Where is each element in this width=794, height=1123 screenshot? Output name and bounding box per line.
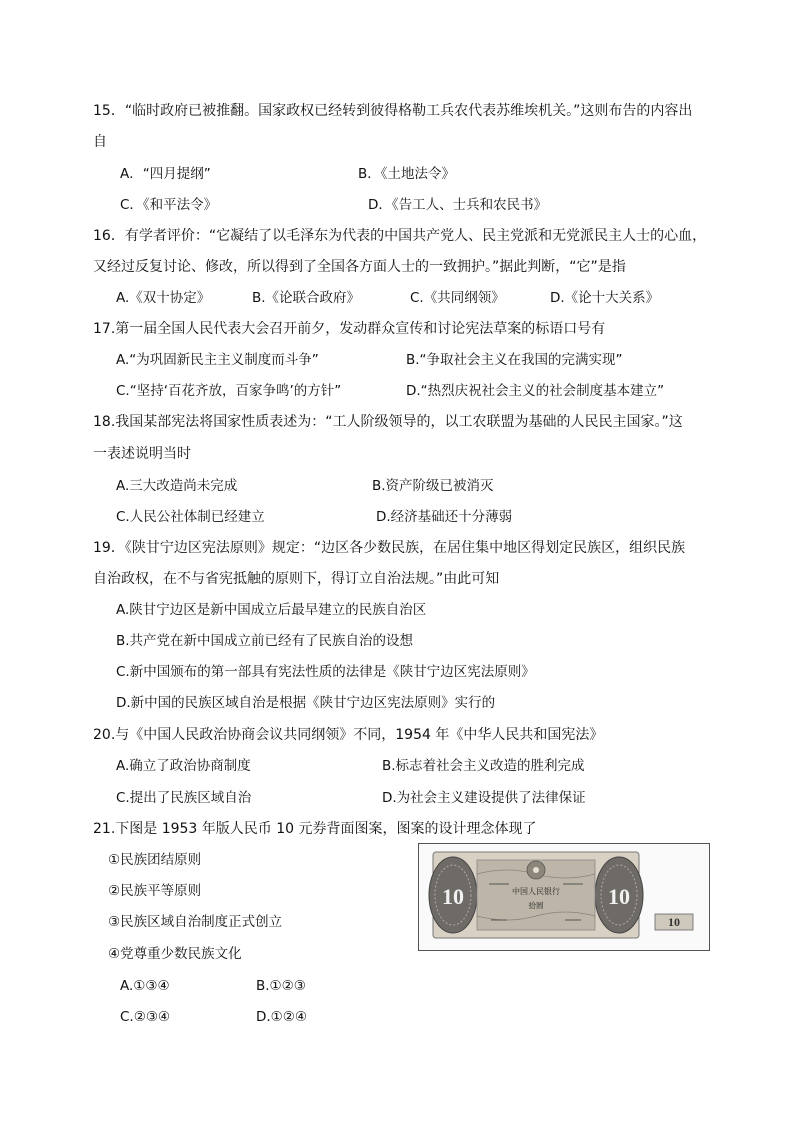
q19-stem-line2: 自治政权，在不与省宪抵触的原则下，得订立自治法规。”由此可知	[93, 571, 500, 587]
q21-item-4: ④党尊重少数民族文化	[108, 946, 242, 962]
q20-option-a: A.确立了政治协商制度	[116, 758, 251, 774]
q19-option-b: B.共产党在新中国成立前已经有了民族自治的设想	[116, 633, 414, 649]
banknote-left-denomination: 10	[442, 884, 464, 909]
q20-stem-line1: 20.与《中国人民政治协商会议共同纲领》不同，1954 年《中华人民共和国宪法》	[93, 727, 604, 743]
q17-option-b: B.“争取社会主义在我国的完满实现”	[406, 352, 623, 368]
q17-option-c: C.“坚持‘百花齐放，百家争鸣’的方针”	[116, 383, 342, 399]
q15-option-c: C．《和平法令》	[120, 197, 218, 213]
q21-item-1: ①民族团结原则	[108, 852, 202, 868]
q15-option-b: B．《土地法令》	[358, 166, 456, 182]
q16-option-d: D.《论十大关系》	[550, 290, 660, 306]
q20-option-d: D.为社会主义建设提供了法律保证	[382, 790, 586, 806]
q19-stem-line1: 19．《陕甘宁边区宪法原则》规定：“边区各少数民族，在居住集中地区得划定民族区，组织民族	[93, 540, 686, 556]
banknote-bank-name: 中国人民银行	[512, 887, 560, 896]
q20-option-b: B.标志着社会主义改造的胜利完成	[382, 758, 585, 774]
q18-option-d: D.经济基础还十分薄弱	[376, 509, 513, 525]
q16-option-a: A.《双十协定》	[116, 290, 211, 306]
q21-stem-line1: 21.下图是 1953 年版人民币 10 元券背面图案，图案的设计理念体现了	[93, 821, 537, 837]
q19-option-a: A.陕甘宁边区是新中国成立后最早建立的民族自治区	[116, 602, 427, 618]
q15-option-d: D．《告工人、士兵和农民书》	[368, 197, 548, 213]
q21-option-a: A.①③④	[120, 978, 170, 994]
q21-item-2: ②民族平等原则	[108, 883, 202, 899]
q18-stem-line2: 一表述说明当时	[93, 446, 191, 462]
q21-option-b: B.①②③	[256, 978, 306, 994]
banknote-right-denomination: 10	[608, 884, 630, 909]
q16-stem-line1: 16．有学者评价：“它凝结了以毛泽东为代表的中国共产党人、民主党派和无党派民主人士的心血，	[93, 228, 707, 244]
q17-option-d: D.“热烈庆祝社会主义的社会制度基本建立”	[406, 383, 665, 399]
q19-option-d: D.新中国的民族区域自治是根据《陕甘宁边区宪法原则》实行的	[116, 695, 496, 711]
banknote-illustration	[419, 844, 709, 950]
q18-stem-line1: 18.我国某部宪法将国家性质表述为：“工人阶级领导的，以工农联盟为基础的人民民主国家。”这	[93, 414, 683, 430]
banknote-image	[418, 843, 710, 951]
banknote-amount-text: 拾圆	[528, 901, 544, 910]
q16-option-c: C.《共同纲领》	[410, 290, 505, 306]
q18-option-a: A.三大改造尚未完成	[116, 478, 238, 494]
q21-option-d: D.①②④	[256, 1009, 307, 1025]
q17-option-a: A.“为巩固新民主主义制度而斗争”	[116, 352, 319, 368]
q15-option-a: A．“四月提纲”	[120, 166, 211, 182]
q15-stem-line2: 自	[93, 134, 107, 150]
q16-option-b: B.《论联合政府》	[252, 290, 361, 306]
q18-option-b: B.资产阶级已被消灭	[372, 478, 494, 494]
banknote-corner-denomination: 10	[668, 915, 680, 929]
q21-option-c: C.②③④	[120, 1009, 171, 1025]
q16-stem-line2: 又经过反复讨论、修改，所以得到了全国各方面人士的一致拥护。”据此判断，“它”是指	[93, 259, 626, 275]
q20-option-c: C.提出了民族区域自治	[116, 790, 252, 806]
q15-stem-line1: 15．“临时政府已被推翻。国家政权已经转到彼得格勒工兵农代表苏维埃机关。”这则布告的内容出	[93, 103, 693, 119]
q21-item-3: ③民族区域自治制度正式创立	[108, 914, 283, 930]
q17-stem-line1: 17.第一届全国人民代表大会召开前夕，发动群众宣传和讨论宪法草案的标语口号有	[93, 321, 606, 337]
q18-option-c: C.人民公社体制已经建立	[116, 509, 265, 525]
q19-option-c: C.新中国颁布的第一部具有宪法性质的法律是《陕甘宁边区宪法原则》	[116, 664, 535, 680]
